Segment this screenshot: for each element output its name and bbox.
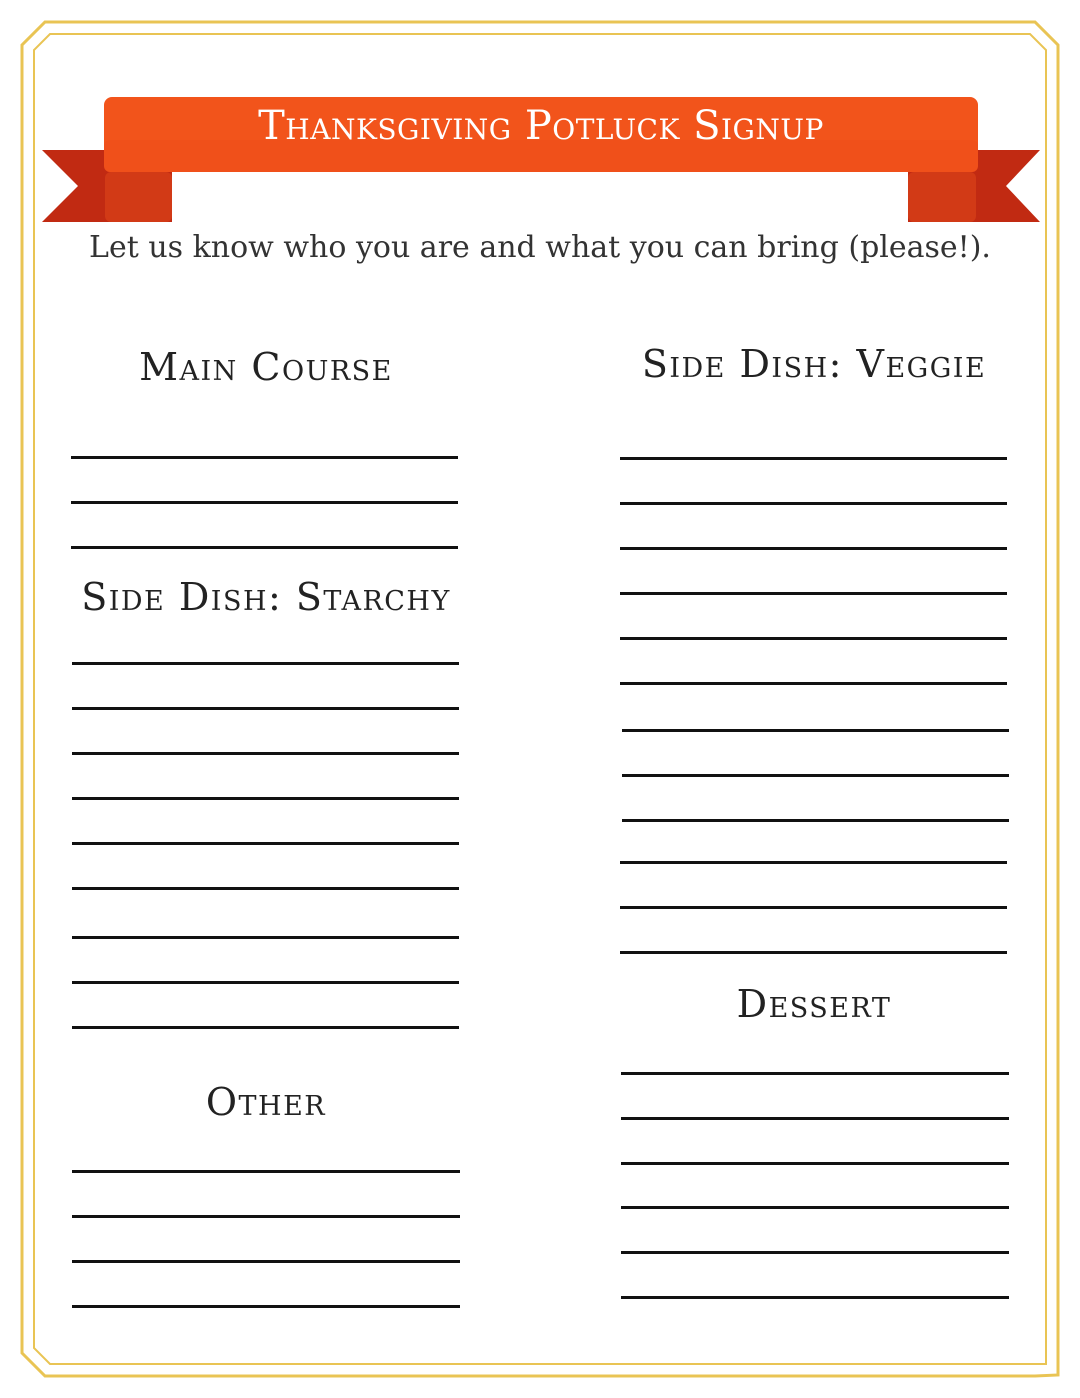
page-title: Thanksgiving Potluck Signup — [258, 103, 824, 149]
dessert-signup-line[interactable] — [621, 1162, 1009, 1165]
dessert-heading: Dessert — [736, 982, 892, 1026]
other-heading: Other — [205, 1080, 327, 1124]
side-veggie-signup-line[interactable] — [622, 774, 1009, 777]
side-veggie-signup-line[interactable] — [622, 729, 1009, 732]
side-veggie-signup-line[interactable] — [620, 637, 1007, 640]
side-starchy-signup-line[interactable] — [72, 707, 459, 710]
side-veggie-signup-line[interactable] — [620, 906, 1007, 909]
side-veggie-signup-line[interactable] — [622, 819, 1009, 822]
side-starchy-signup-line[interactable] — [72, 936, 459, 939]
main-course-heading: Main Course — [139, 345, 393, 389]
side-starchy-signup-line[interactable] — [72, 1026, 459, 1029]
dessert-signup-line[interactable] — [621, 1296, 1009, 1299]
page-subtitle: Let us know who you are and what you can bring (please!). — [89, 230, 991, 265]
side-veggie-signup-line[interactable] — [620, 592, 1007, 595]
side-veggie-signup-line[interactable] — [620, 951, 1007, 954]
main-course-signup-line[interactable] — [71, 456, 458, 459]
side-starchy-signup-line[interactable] — [72, 842, 459, 845]
dessert-signup-line[interactable] — [621, 1072, 1009, 1075]
side-veggie-signup-line[interactable] — [620, 502, 1007, 505]
dessert-signup-line[interactable] — [621, 1251, 1009, 1254]
main-course-signup-line[interactable] — [71, 501, 458, 504]
side-starchy-signup-line[interactable] — [72, 752, 459, 755]
other-signup-line[interactable] — [72, 1260, 460, 1263]
side-starchy-heading: Side Dish: Starchy — [81, 575, 451, 619]
side-veggie-signup-line[interactable] — [620, 861, 1007, 864]
dessert-signup-line[interactable] — [621, 1117, 1009, 1120]
dessert-signup-line[interactable] — [621, 1206, 1009, 1209]
side-starchy-signup-line[interactable] — [72, 797, 459, 800]
side-starchy-signup-line[interactable] — [72, 662, 459, 665]
side-starchy-signup-line[interactable] — [72, 981, 459, 984]
other-signup-line[interactable] — [72, 1215, 460, 1218]
side-veggie-signup-line[interactable] — [620, 547, 1007, 550]
side-starchy-signup-line[interactable] — [72, 887, 459, 890]
side-veggie-signup-line[interactable] — [620, 682, 1007, 685]
other-signup-line[interactable] — [72, 1305, 460, 1308]
main-course-signup-line[interactable] — [71, 546, 458, 549]
side-veggie-signup-line[interactable] — [620, 457, 1007, 460]
side-veggie-heading: Side Dish: Veggie — [641, 342, 987, 386]
other-signup-line[interactable] — [72, 1170, 460, 1173]
